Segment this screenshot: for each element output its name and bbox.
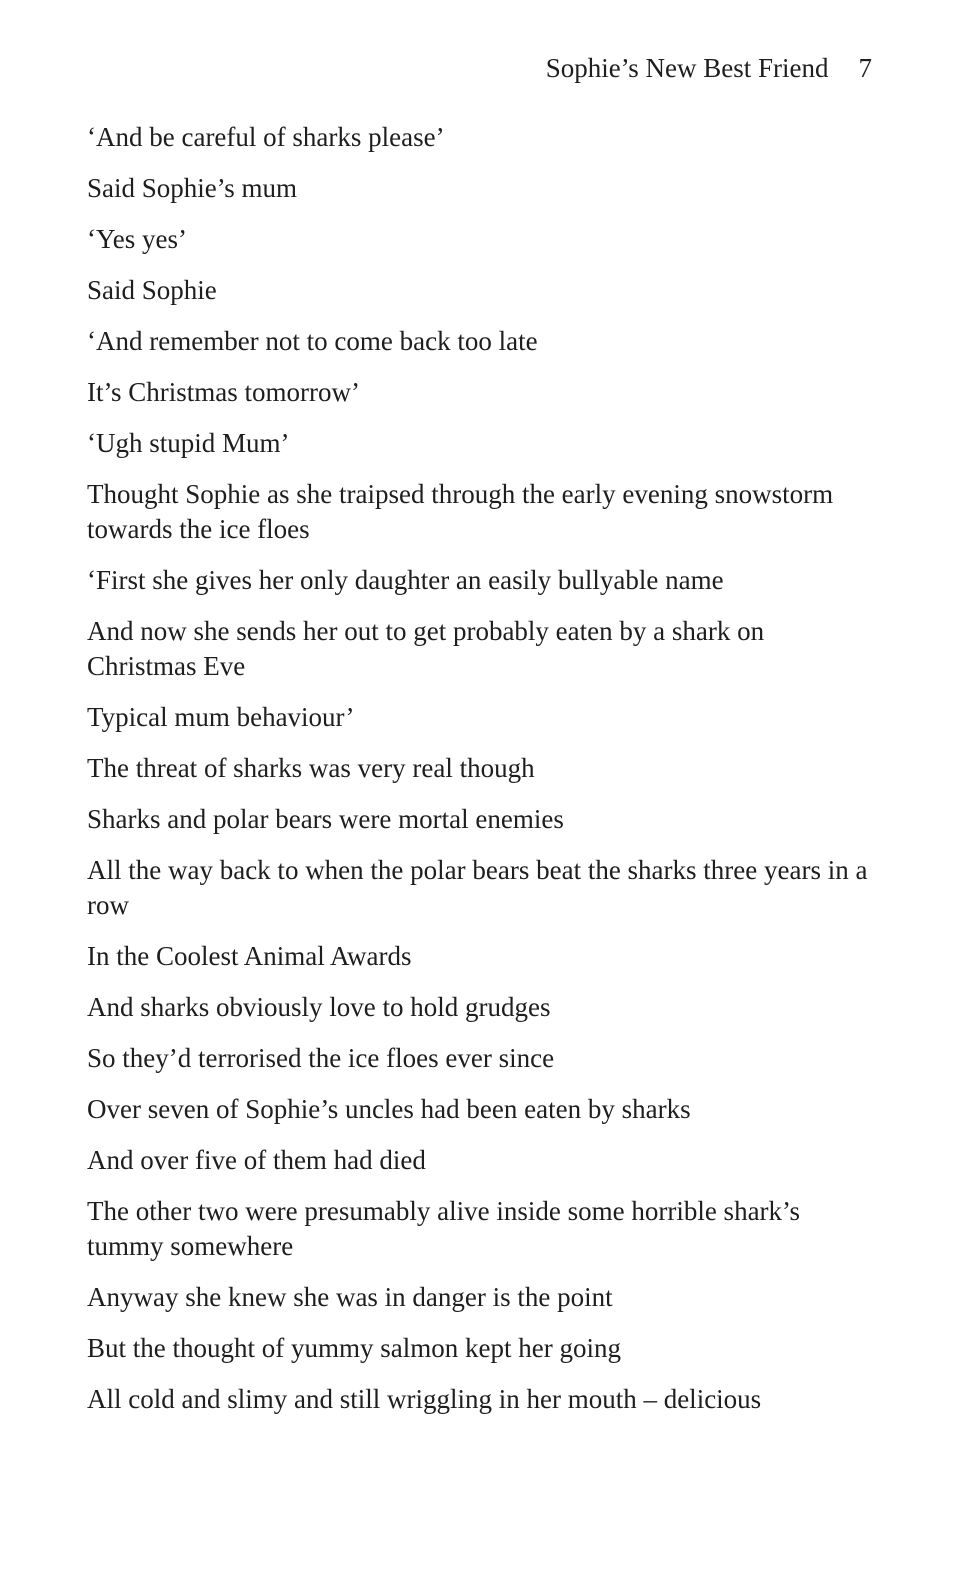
paragraph: ‘And be careful of sharks please’ <box>87 122 445 152</box>
paragraph: The threat of sharks was very real though <box>87 753 535 783</box>
paragraph: Thought Sophie as she traipsed through the early evening snowstorm towards the ice floes <box>87 479 834 544</box>
paragraph: But the thought of yummy salmon kept her going <box>87 1333 621 1363</box>
paragraph: The other two were presumably alive inside some horrible shark’s tummy somewhere <box>87 1196 801 1261</box>
running-header-title: Sophie’s New Best Friend <box>545 53 829 83</box>
paragraph: ‘First she gives her only daughter an easily bullyable name <box>87 565 724 595</box>
paragraph: So they’d terrorised the ice floes ever since <box>87 1043 555 1073</box>
paragraph: ‘Ugh stupid Mum’ <box>87 428 290 458</box>
paragraph: Sharks and polar bears were mortal enemies <box>87 804 564 834</box>
paragraph: And now she sends her out to get probably eaten by a shark on Christmas Eve <box>87 616 765 681</box>
paragraph: Typical mum behaviour’ <box>87 702 355 732</box>
paragraph: Said Sophie <box>87 275 217 305</box>
paragraph: Anyway she knew she was in danger is the point <box>87 1282 613 1312</box>
paragraph: It’s Christmas tomorrow’ <box>87 377 360 407</box>
paragraph: ‘And remember not to come back too late <box>87 326 538 356</box>
paragraph: Over seven of Sophie’s uncles had been eaten by sharks <box>87 1094 691 1124</box>
paragraph: ‘Yes yes’ <box>87 224 188 254</box>
body-text <box>87 120 877 1433</box>
page-number: 7 <box>858 53 872 83</box>
running-header <box>546 50 872 86</box>
paragraph: All the way back to when the polar bears beat the sharks three years in a row <box>87 855 868 920</box>
paragraph: And over five of them had died <box>87 1145 426 1175</box>
paragraph: And sharks obviously love to hold grudges <box>87 992 551 1022</box>
paragraph: All cold and slimy and still wriggling in her mouth – delicious <box>87 1384 762 1414</box>
paragraph: In the Coolest Animal Awards <box>87 941 412 971</box>
paragraph: Said Sophie’s mum <box>87 173 298 203</box>
